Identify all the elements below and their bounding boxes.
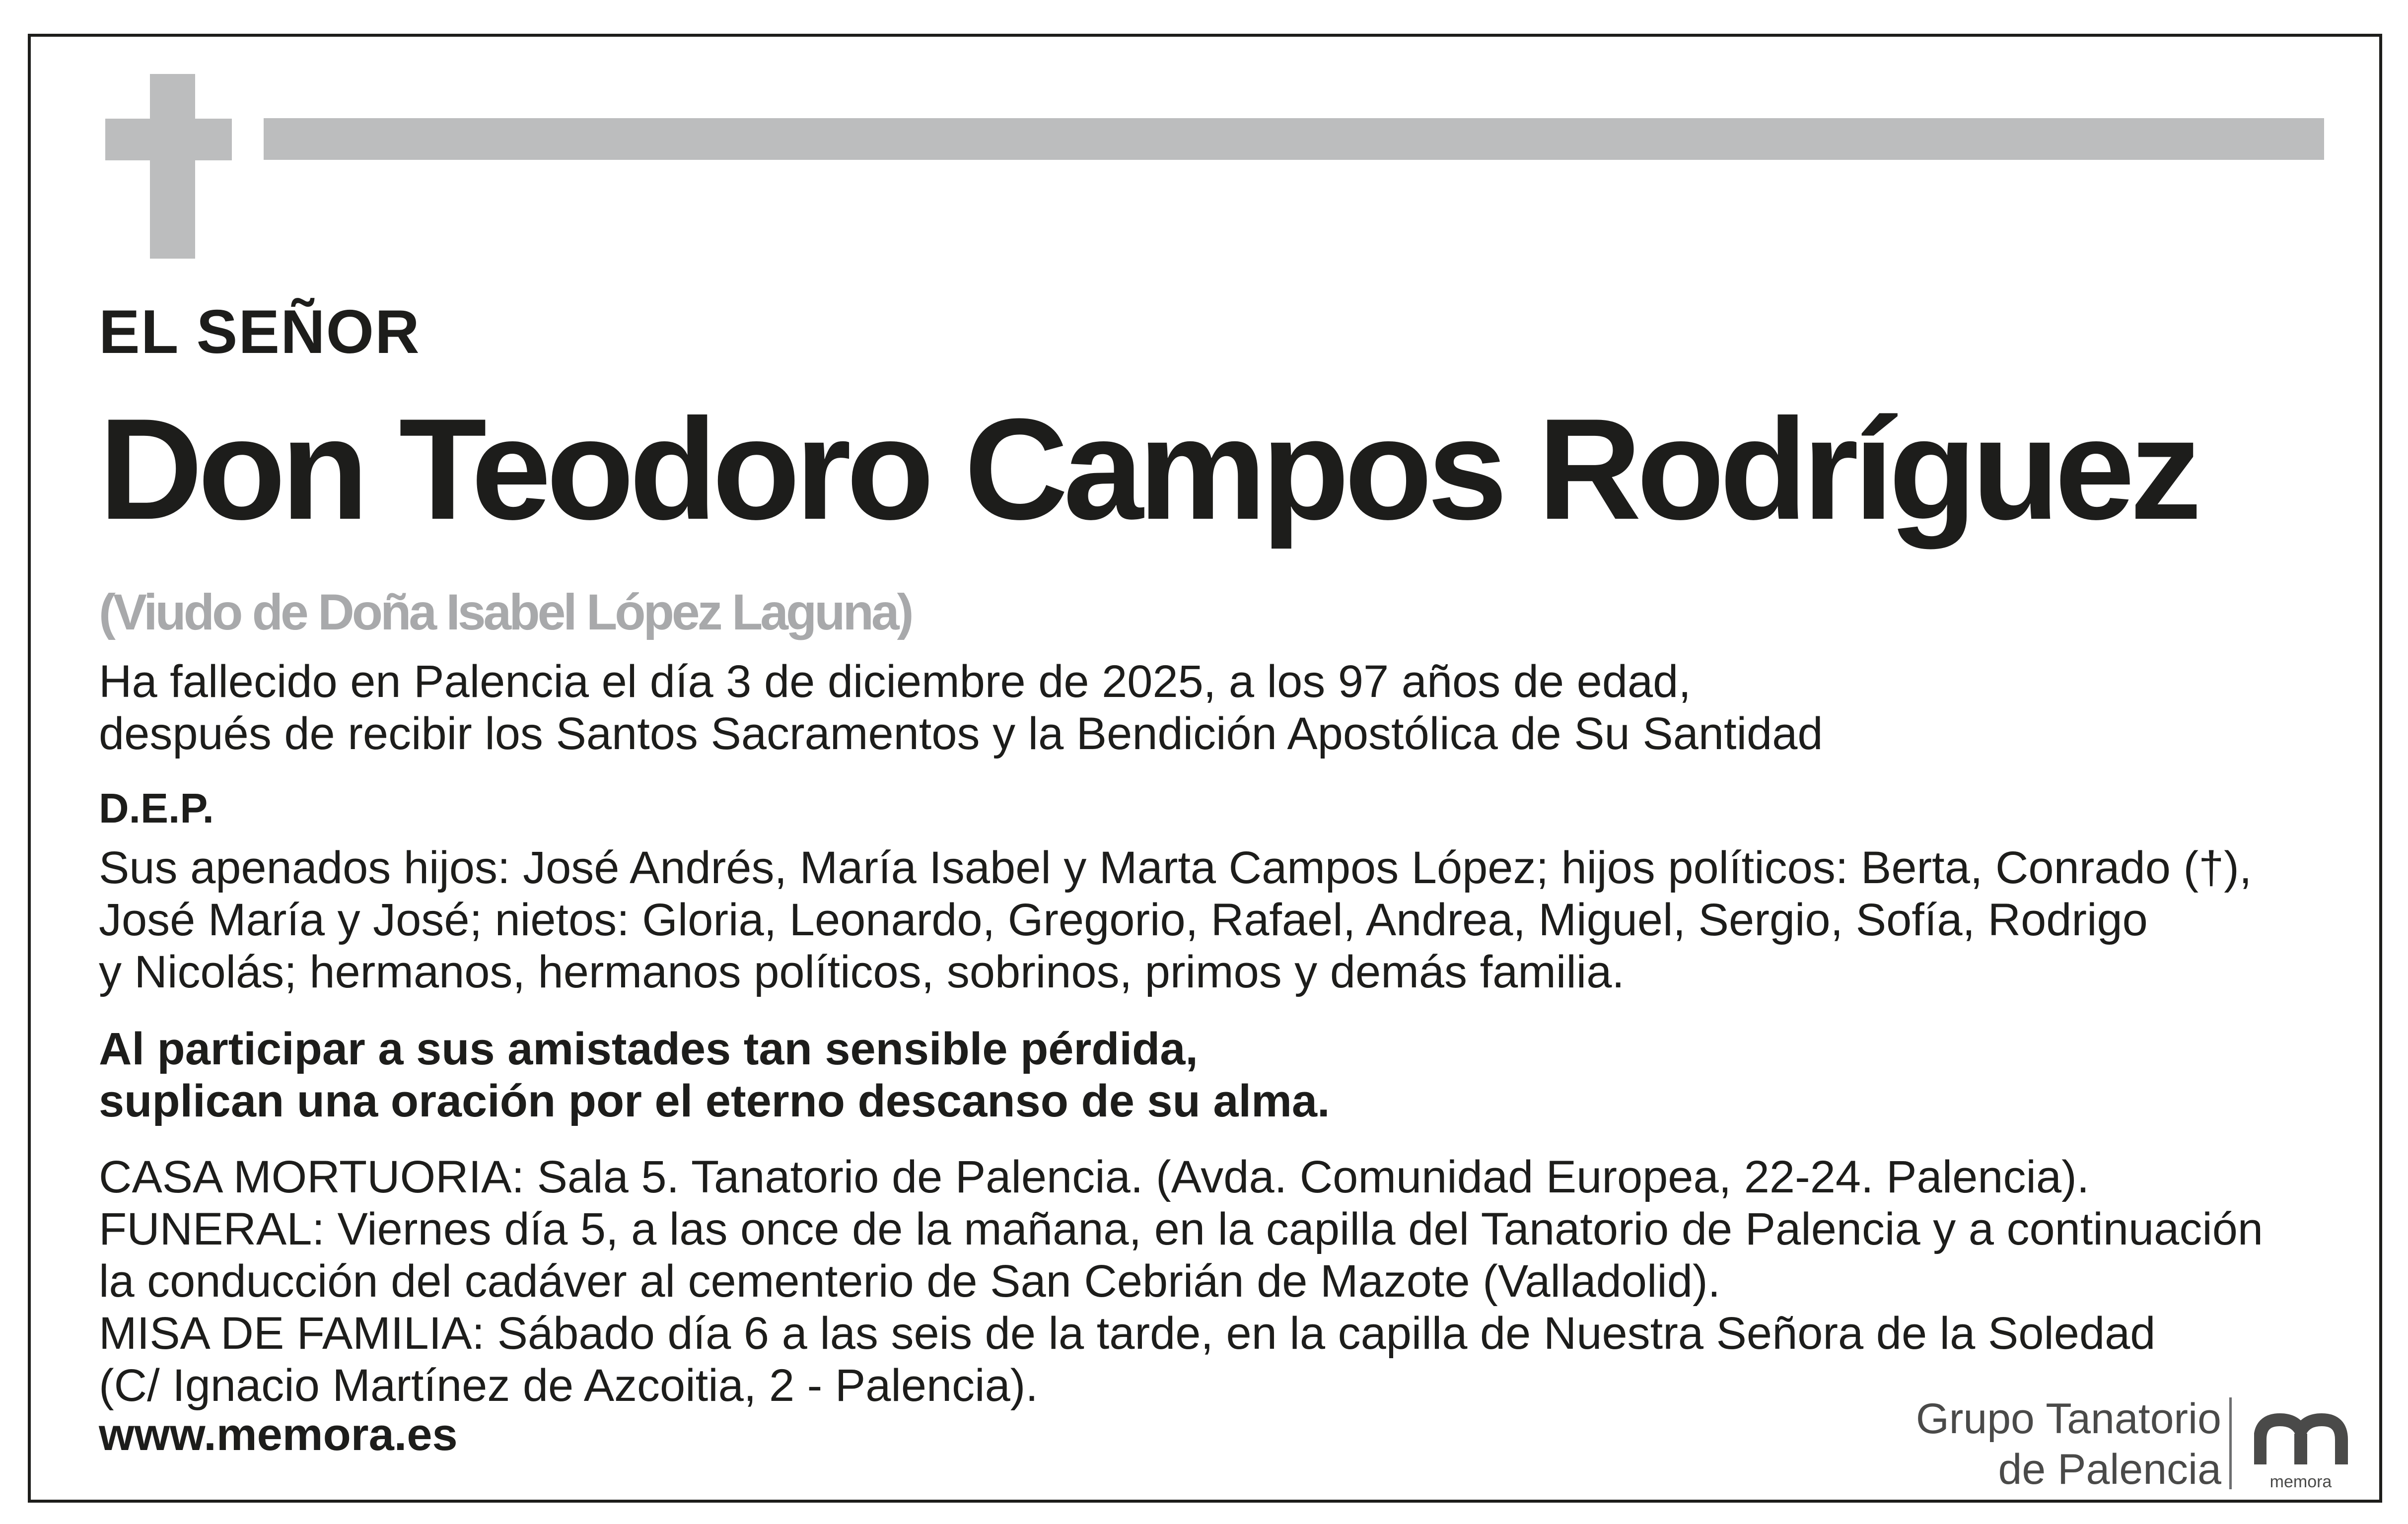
family-line: José María y José; nietos: Gloria, Leonardo, Gregorio, Rafael, Andrea, Miguel, Sergio, Sofía, Rodrigo <box>99 895 2148 945</box>
family-line: Sus apenados hijos: José Andrés, María Isabel y Marta Campos López; hijos políticos: Berta, Conrado (†), <box>99 842 2252 893</box>
family-line: y Nicolás; hermanos, hermanos políticos, sobrinos, primos y demás familia. <box>99 947 1625 997</box>
cross-icon <box>150 74 195 259</box>
service-line: FUNERAL: Viernes día 5, a las once de la mañana, en la capilla del Tanatorio de Palencia y a continuación <box>99 1204 2264 1254</box>
death-line: después de recibir los Santos Sacramentos y la Bendición Apostólica de Su Santidad <box>99 708 1823 759</box>
request-line: suplican una oración por el eterno descanso de su alma. <box>99 1076 1330 1126</box>
brand-name-line: de Palencia <box>1998 1446 2221 1493</box>
service-line: MISA DE FAMILIA: Sábado día 6 a las seis de la tarde, en la capilla de Nuestra Señora de la Soledad <box>99 1308 2156 1359</box>
header-rule <box>264 118 2324 160</box>
website-link[interactable]: www.memora.es <box>99 1409 458 1460</box>
memora-logo-text: memora <box>2269 1472 2332 1491</box>
death-line: Ha fallecido en Palencia el día 3 de diciembre de 2025, a los 97 años de edad, <box>99 656 1691 707</box>
service-line: la conducción del cadáver al cementerio de San Cebrián de Mazote (Valladolid). <box>99 1256 1721 1307</box>
spouse-note: (Viudo de Doña Isabel López Laguna) <box>99 584 912 640</box>
brand-name-line: Grupo Tanatorio <box>1915 1395 2221 1443</box>
request-line: Al participar a sus amistades tan sensible pérdida, <box>99 1024 1198 1074</box>
memora-m-logo-icon <box>2254 1409 2353 1493</box>
cross-icon-bar <box>105 119 232 160</box>
dep-label: D.E.P. <box>99 785 214 831</box>
honorific: EL SEÑOR <box>99 298 421 366</box>
service-line: (C/ Ignacio Martínez de Azcoitia, 2 - Palencia). <box>99 1360 1038 1411</box>
service-line: CASA MORTUORIA: Sala 5. Tanatorio de Palencia. (Avda. Comunidad Europea, 22-24. Palencia). <box>99 1152 2090 1202</box>
brand-divider <box>2229 1397 2232 1489</box>
deceased-name: Don Teodoro Campos Rodríguez <box>99 389 2197 550</box>
